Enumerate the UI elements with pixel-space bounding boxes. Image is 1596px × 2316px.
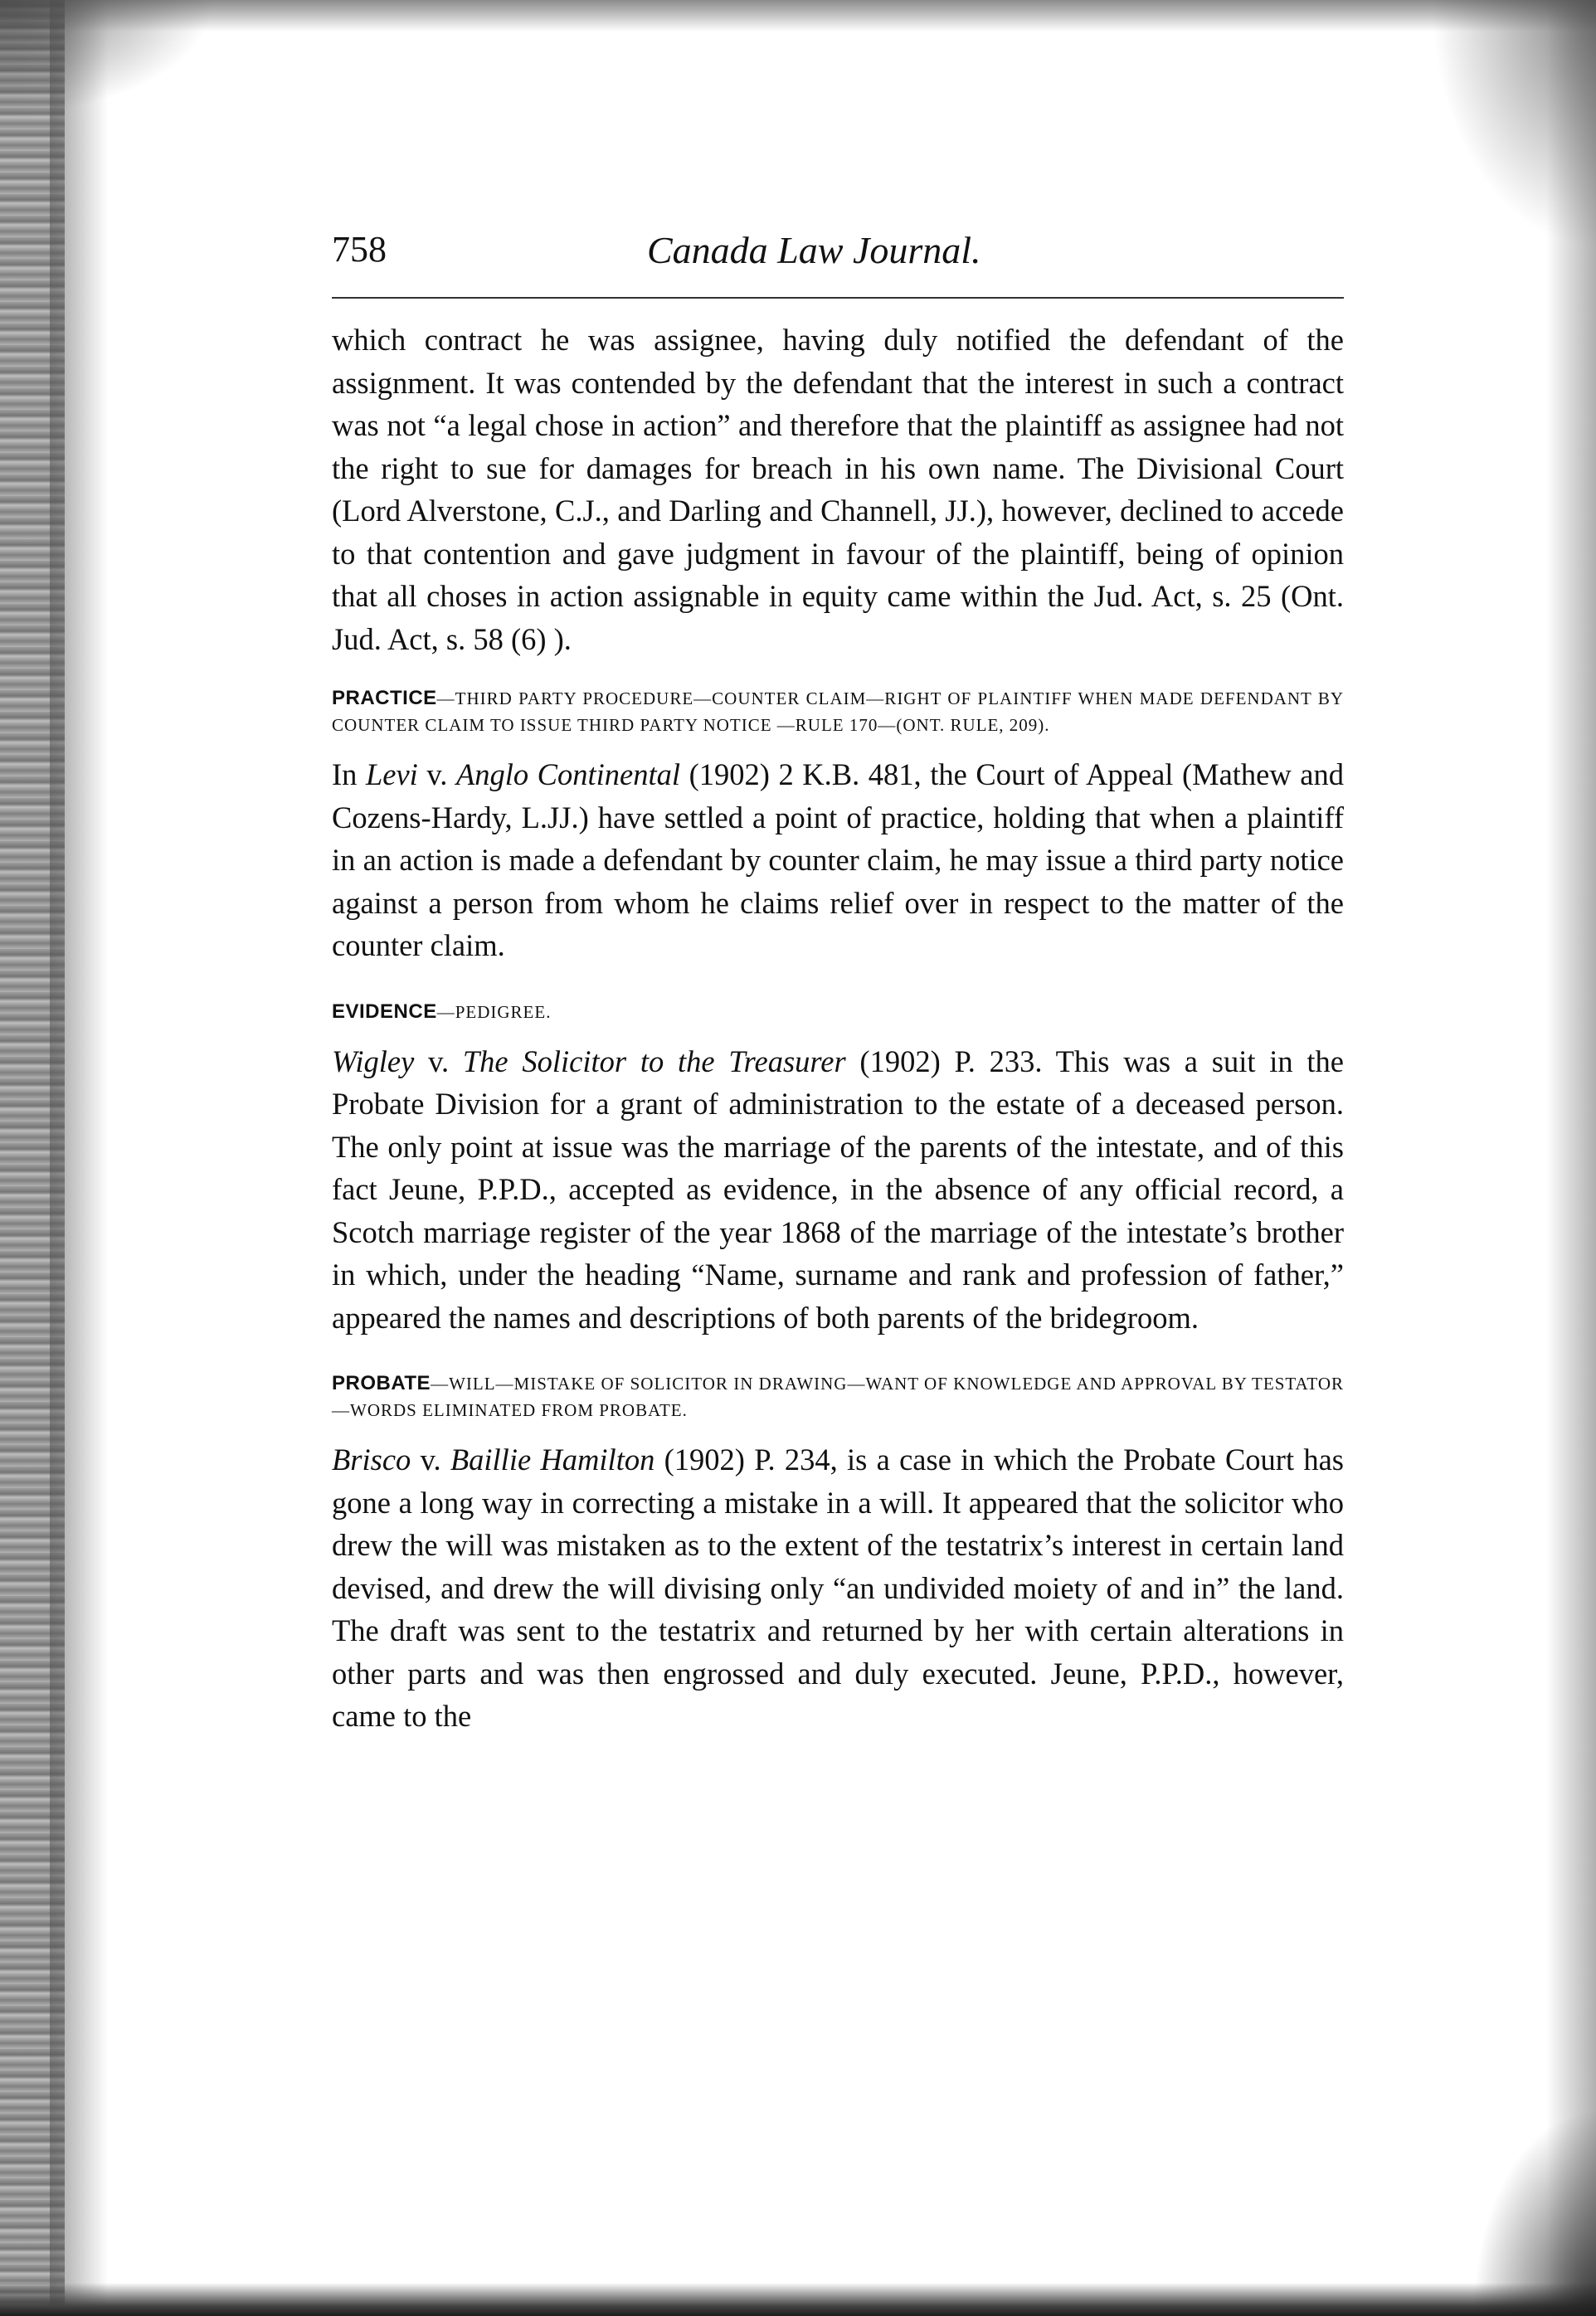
lead-text: In (332, 757, 366, 791)
case-party-b: The Solicitor to the Treasurer (462, 1044, 846, 1078)
scan-corner-top-left (0, 0, 216, 116)
article-body (332, 319, 1344, 1738)
scan-edge-right (1546, 0, 1596, 2316)
section-tag: EVIDENCE (332, 1000, 437, 1023)
section-tag: PROBATE (332, 1372, 431, 1394)
running-title: Canada Law Journal. (647, 229, 981, 271)
scan-shadow-left (50, 0, 108, 2316)
case-versus: v. (411, 1443, 450, 1477)
paragraph-text: (1902) P. 234, is a case in which the Probate Court has gone a long way in correcting a mistake in a will. It appeared that the solicitor who drew the will was mistaken as to the extent of the testatrix’s interest in certain land devised, and drew the will divising only “an undivided moiety of and in” the land. The draft was sent to the testatrix and returned by her with certain alterations in other parts and was then engrossed and duly executed. Jeune, P.P.D., however, came to the (332, 1443, 1345, 1733)
scan-corner-bottom-right (1472, 2109, 1596, 2316)
scan-edge-bottom (0, 2283, 1596, 2316)
case-party-a: Levi (365, 757, 418, 791)
section-heading-text: —THIRD PARTY PROCEDURE—COUNTER CLAIM—RIGHT OF PLAINTIFF WHEN MADE DEFENDANT BY COUNTER CLAIM TO ISSUE THIRD PARTY NOTICE —RULE 170—(ONT. RULE, 209). (332, 688, 1344, 735)
case-party-b: Anglo Continental (455, 757, 681, 791)
intro-paragraph: which contract he was assignee, having duly notified the defendant of the assignment. It was contended by the defendant that the interest in such a contract was not “a legal chose in action” and therefore that the plaintiff as assignee had not the right to sue for damages for breach in his own name. The Divisional Court (Lord Alverstone, C.J., and Darling and Channell, JJ.), however, declined to accede to that contention and gave judgment in favour of the plaintiff, being of opinion that all choses in action assignable in equity came within the Jud. Act, s. 25 (Ont. Jud. Act, s. 58 (6) ). (332, 323, 1344, 656)
case-party-a: Wigley (332, 1044, 415, 1078)
section-heading-text: —PEDIGREE. (436, 1001, 552, 1022)
section-paragraph-evidence (332, 1040, 1344, 1340)
section-heading-text: —WILL—MISTAKE OF SOLICITOR IN DRAWING—WANT OF KNOWLEDGE AND APPROVAL BY TESTATOR—WORDS ELIMINATED FROM PROBATE. (332, 1374, 1344, 1420)
scan-corner-top-right (1430, 0, 1596, 249)
paragraph-text: (1902) P. 233. This was a suit in the Probate Division for a grant of administration to the estate of a deceased person. The only point at issue was the marriage of the parents of the intestate, and of this fact Jeune, P.P.D., accepted as evidence, in the absence of any official record, a Scotch marriage register of the year 1868 of the marriage of the intestate’s brother in which, under the heading “Name, surname and rank and profession of father,” appeared the names and descriptions of both parents of the bridegroom. (332, 1044, 1344, 1335)
header-rule (332, 297, 1344, 299)
case-versus: v. (417, 757, 456, 791)
page-number: 758 (332, 229, 387, 270)
scan-edge-top (0, 0, 1596, 32)
section-heading-probate (332, 1370, 1344, 1423)
section-paragraph-practice (332, 753, 1344, 967)
case-party-b: Baillie Hamilton (450, 1443, 655, 1477)
section-heading-practice (332, 685, 1344, 738)
section-tag: PRACTICE (332, 687, 437, 709)
case-versus: v. (414, 1044, 463, 1078)
section-paragraph-probate (332, 1438, 1344, 1738)
page-header (332, 228, 1344, 286)
paragraph-text: (1902) 2 K.B. 481, the Court of Appeal (Mathew and Cozens-Hardy, L.JJ.) have settled a point of practice, holding that when a plaintiff in an action is made a defendant by counter claim, he may issue a third party notice against a person from whom he claims relief over in respect to the matter of the counter claim. (332, 757, 1345, 962)
case-party-a: Brisco (332, 1443, 411, 1477)
section-heading-evidence (332, 999, 1344, 1025)
